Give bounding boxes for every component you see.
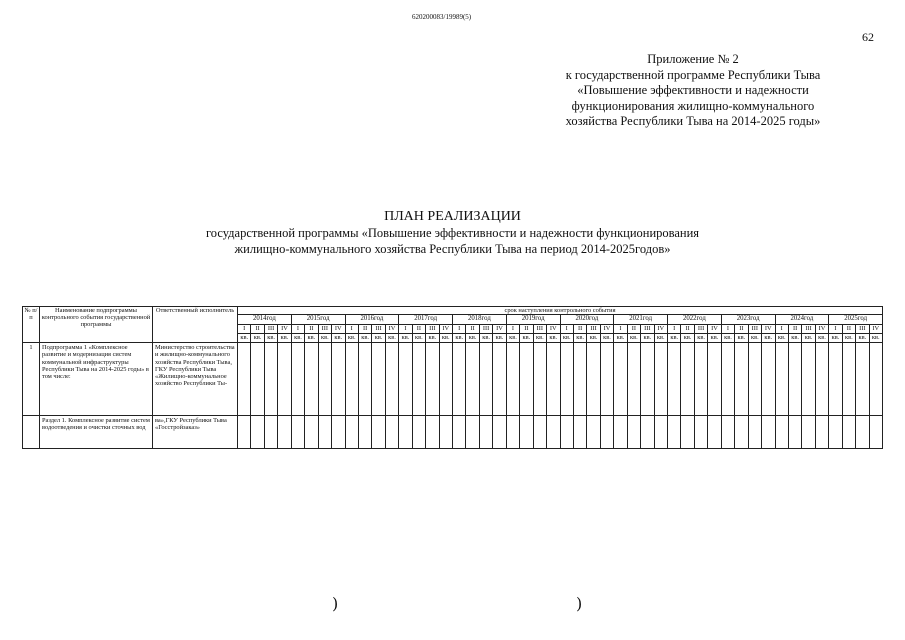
quarter-cell <box>694 416 707 449</box>
header-responsible: Ответственный исполнитель <box>153 307 238 343</box>
quarter-cell <box>856 416 869 449</box>
quarter-cell <box>829 343 842 416</box>
quarter-cell <box>735 416 748 449</box>
quarter-cell <box>493 416 506 449</box>
quarter-cell <box>600 416 613 449</box>
quarter-header: II <box>520 325 533 334</box>
quarter-cell <box>453 416 466 449</box>
quarter-header: IV <box>815 325 828 334</box>
quarter-header: I <box>829 325 842 334</box>
quarter-cell <box>748 416 761 449</box>
appendix-line: «Повышение эффективности и надежности <box>577 83 809 97</box>
quarter-cell <box>493 343 506 416</box>
kv-label: кв. <box>614 334 627 343</box>
quarter-cell <box>681 343 694 416</box>
quarter-cell <box>533 416 546 449</box>
quarter-cell <box>278 416 291 449</box>
quarter-header: IV <box>385 325 398 334</box>
kv-label: кв. <box>305 334 318 343</box>
quarter-cell <box>479 343 492 416</box>
kv-label: кв. <box>426 334 439 343</box>
year-header: 2020год <box>560 315 614 325</box>
quarter-cell <box>251 416 264 449</box>
quarter-cell <box>385 343 398 416</box>
quarter-cell <box>453 343 466 416</box>
quarter-cell <box>856 343 869 416</box>
kv-label: кв. <box>829 334 842 343</box>
quarter-cell <box>788 343 801 416</box>
kv-label: кв. <box>238 334 251 343</box>
quarter-cell <box>641 343 654 416</box>
page-number: 62 <box>862 30 874 44</box>
quarter-cell <box>238 416 251 449</box>
quarter-header: III <box>587 325 600 334</box>
quarter-header: IV <box>439 325 452 334</box>
quarter-cell <box>775 343 788 416</box>
quarter-cell <box>587 343 600 416</box>
kv-label: кв. <box>668 334 681 343</box>
quarter-header: III <box>372 325 385 334</box>
quarter-cell <box>318 343 331 416</box>
quarter-header: I <box>399 325 412 334</box>
year-header: 2023год <box>721 315 775 325</box>
quarter-header: I <box>345 325 358 334</box>
kv-label: кв. <box>318 334 331 343</box>
kv-label: кв. <box>385 334 398 343</box>
quarter-cell <box>318 416 331 449</box>
kv-label: кв. <box>345 334 358 343</box>
quarter-cell <box>560 343 573 416</box>
document-title <box>100 208 805 257</box>
quarter-cell <box>668 416 681 449</box>
quarter-header: III <box>641 325 654 334</box>
row-responsible: ва»,ГКУ Республики Тыва «Госстройзаказ» <box>153 416 238 449</box>
row-responsible: Министерство строительства и жилищно-коммунального хозяйства Республики Тыва, ГКУ Республики Тыва «Жилищно-коммунальное хозяйство Республики Ты- <box>153 343 238 416</box>
quarter-cell <box>520 343 533 416</box>
header-deadline: срок наступления контрольного события <box>238 307 883 315</box>
title-line: ПЛАН РЕАЛИЗАЦИИ <box>384 209 521 224</box>
quarter-header: III <box>479 325 492 334</box>
quarter-cell <box>815 343 828 416</box>
appendix-line: функционирования жилищно-коммунального <box>571 98 815 113</box>
kv-label: кв. <box>278 334 291 343</box>
kv-label: кв. <box>412 334 425 343</box>
year-header: 2014год <box>238 315 292 325</box>
kv-label: кв. <box>802 334 815 343</box>
kv-label: кв. <box>291 334 304 343</box>
kv-label: кв. <box>560 334 573 343</box>
quarter-header: IV <box>493 325 506 334</box>
quarter-cell <box>788 416 801 449</box>
quarter-cell <box>560 416 573 449</box>
quarter-cell <box>439 416 452 449</box>
quarter-header: I <box>775 325 788 334</box>
kv-label: кв. <box>479 334 492 343</box>
table-row <box>23 343 883 416</box>
quarter-header: II <box>788 325 801 334</box>
kv-label: кв. <box>600 334 613 343</box>
quarter-header: I <box>721 325 734 334</box>
quarter-header: II <box>627 325 640 334</box>
appendix-line: к государственной программе Республики Тыва <box>565 67 821 82</box>
row-number: 1 <box>23 343 40 416</box>
quarter-cell <box>399 343 412 416</box>
quarter-cell <box>802 343 815 416</box>
quarter-cell <box>264 416 277 449</box>
quarter-cell <box>506 343 519 416</box>
kv-label: кв. <box>439 334 452 343</box>
quarter-cell <box>291 416 304 449</box>
kv-label: кв. <box>775 334 788 343</box>
appendix-header <box>523 52 863 130</box>
quarter-cell <box>694 343 707 416</box>
kv-label: кв. <box>372 334 385 343</box>
year-header: 2015год <box>291 315 345 325</box>
appendix-line: хозяйства Республики Тыва на 2014-2025 годы» <box>565 114 821 128</box>
quarter-header: I <box>238 325 251 334</box>
year-header: 2017год <box>399 315 453 325</box>
row-number <box>23 416 40 449</box>
quarter-cell <box>426 416 439 449</box>
kv-label: кв. <box>547 334 560 343</box>
quarter-header: IV <box>869 325 882 334</box>
kv-label: кв. <box>399 334 412 343</box>
quarter-header: I <box>291 325 304 334</box>
quarter-cell <box>332 343 345 416</box>
quarter-cell <box>426 343 439 416</box>
quarter-cell <box>573 416 586 449</box>
kv-label: кв. <box>748 334 761 343</box>
quarter-cell <box>264 343 277 416</box>
quarter-cell <box>775 416 788 449</box>
quarter-cell <box>520 416 533 449</box>
quarter-header: IV <box>600 325 613 334</box>
quarter-cell <box>412 343 425 416</box>
kv-label: кв. <box>842 334 855 343</box>
kv-label: кв. <box>735 334 748 343</box>
quarter-header: II <box>573 325 586 334</box>
kv-label: кв. <box>332 334 345 343</box>
quarter-header: II <box>735 325 748 334</box>
quarter-header: III <box>694 325 707 334</box>
year-header: 2025год <box>829 315 883 325</box>
quarter-cell <box>614 416 627 449</box>
kv-label: кв. <box>453 334 466 343</box>
kv-label: кв. <box>681 334 694 343</box>
footer-mark: ) <box>332 594 339 613</box>
quarter-cell <box>735 343 748 416</box>
year-header: 2016год <box>345 315 399 325</box>
quarter-cell <box>345 343 358 416</box>
quarter-cell <box>748 343 761 416</box>
quarter-header: I <box>506 325 519 334</box>
quarter-cell <box>238 343 251 416</box>
year-header: 2021год <box>614 315 668 325</box>
kv-label: кв. <box>251 334 264 343</box>
quarter-header: IV <box>762 325 775 334</box>
quarter-cell <box>547 416 560 449</box>
quarter-cell <box>721 416 734 449</box>
kv-label: кв. <box>762 334 775 343</box>
kv-label: кв. <box>869 334 882 343</box>
kv-label: кв. <box>493 334 506 343</box>
quarter-header: IV <box>708 325 721 334</box>
kv-label: кв. <box>506 334 519 343</box>
quarter-cell <box>466 343 479 416</box>
quarter-cell <box>614 343 627 416</box>
quarter-cell <box>466 416 479 449</box>
quarter-cell <box>815 416 828 449</box>
title-line: жилищно-коммунального хозяйства Республики Тыва на период 2014-2025годов» <box>234 242 671 256</box>
quarter-cell <box>439 343 452 416</box>
quarter-cell <box>869 416 882 449</box>
quarter-cell <box>305 343 318 416</box>
quarter-header: II <box>681 325 694 334</box>
kv-label: кв. <box>533 334 546 343</box>
quarter-cell <box>654 343 667 416</box>
quarter-cell <box>627 416 640 449</box>
kv-label: кв. <box>627 334 640 343</box>
quarter-cell <box>802 416 815 449</box>
quarter-cell <box>708 416 721 449</box>
quarter-cell <box>681 416 694 449</box>
year-header: 2018год <box>453 315 507 325</box>
quarter-cell <box>600 343 613 416</box>
quarter-cell <box>641 416 654 449</box>
quarter-cell <box>385 416 398 449</box>
quarter-cell <box>399 416 412 449</box>
quarter-cell <box>829 416 842 449</box>
quarter-header: IV <box>278 325 291 334</box>
kv-label: кв. <box>654 334 667 343</box>
header-number: № п/п <box>23 307 40 343</box>
quarter-header: I <box>560 325 573 334</box>
quarter-header: I <box>668 325 681 334</box>
plan-table <box>22 306 883 449</box>
kv-label: кв. <box>788 334 801 343</box>
year-header: 2019год <box>506 315 560 325</box>
quarter-header: II <box>412 325 425 334</box>
header-name: Наименование подпрограммы контрольного события государственной программы <box>40 307 153 343</box>
quarter-cell <box>533 343 546 416</box>
quarter-cell <box>506 416 519 449</box>
title-line: государственной программы «Повышение эффективности и надежности функционирования <box>205 226 700 240</box>
quarter-cell <box>668 343 681 416</box>
quarter-cell <box>251 343 264 416</box>
year-header: 2022год <box>668 315 722 325</box>
document-number: 620200083/19989(5) <box>412 13 472 21</box>
quarter-header: III <box>426 325 439 334</box>
appendix-line: Приложение № 2 <box>647 52 739 66</box>
quarter-cell <box>762 343 775 416</box>
quarter-header: II <box>358 325 371 334</box>
kv-label: кв. <box>466 334 479 343</box>
quarter-header: III <box>264 325 277 334</box>
kv-label: кв. <box>721 334 734 343</box>
quarter-cell <box>358 416 371 449</box>
quarter-header: II <box>842 325 855 334</box>
quarter-header: II <box>251 325 264 334</box>
quarter-header: IV <box>547 325 560 334</box>
year-header: 2024год <box>775 315 829 325</box>
kv-label: кв. <box>573 334 586 343</box>
quarter-cell <box>654 416 667 449</box>
quarter-header: II <box>305 325 318 334</box>
quarter-cell <box>587 416 600 449</box>
quarter-header: II <box>466 325 479 334</box>
kv-label: кв. <box>856 334 869 343</box>
quarter-header: III <box>802 325 815 334</box>
quarter-cell <box>708 343 721 416</box>
quarter-cell <box>358 343 371 416</box>
row-name: Подпрограмма 1 «Комплексное развитие и модернизация систем коммунальной инфраструктуры Республики Тыва на 2014-2025 годы» в том числе: <box>40 343 153 416</box>
quarter-cell <box>372 416 385 449</box>
quarter-cell <box>573 343 586 416</box>
quarter-cell <box>842 416 855 449</box>
quarter-header: III <box>533 325 546 334</box>
kv-label: кв. <box>708 334 721 343</box>
quarter-cell <box>345 416 358 449</box>
quarter-cell <box>842 343 855 416</box>
kv-label: кв. <box>587 334 600 343</box>
quarter-header: III <box>318 325 331 334</box>
quarter-cell <box>721 343 734 416</box>
quarter-cell <box>479 416 492 449</box>
quarter-header: IV <box>654 325 667 334</box>
quarter-header: IV <box>332 325 345 334</box>
quarter-header: III <box>748 325 761 334</box>
kv-label: кв. <box>641 334 654 343</box>
quarter-cell <box>291 343 304 416</box>
quarter-header: III <box>856 325 869 334</box>
quarter-cell <box>332 416 345 449</box>
quarter-cell <box>627 343 640 416</box>
row-name: Раздел 1. Комплексное развитие систем водоотведения и очистки сточных вод <box>40 416 153 449</box>
quarter-cell <box>305 416 318 449</box>
kv-label: кв. <box>815 334 828 343</box>
header-row <box>23 307 883 315</box>
kv-label: кв. <box>358 334 371 343</box>
table-row <box>23 416 883 449</box>
quarter-cell <box>547 343 560 416</box>
quarter-header: I <box>453 325 466 334</box>
footer-mark: ) <box>576 594 583 613</box>
kv-label: кв. <box>694 334 707 343</box>
quarter-cell <box>278 343 291 416</box>
quarter-cell <box>762 416 775 449</box>
kv-label: кв. <box>264 334 277 343</box>
quarter-cell <box>412 416 425 449</box>
quarter-header: I <box>614 325 627 334</box>
quarter-cell <box>372 343 385 416</box>
kv-label: кв. <box>520 334 533 343</box>
quarter-cell <box>869 343 882 416</box>
